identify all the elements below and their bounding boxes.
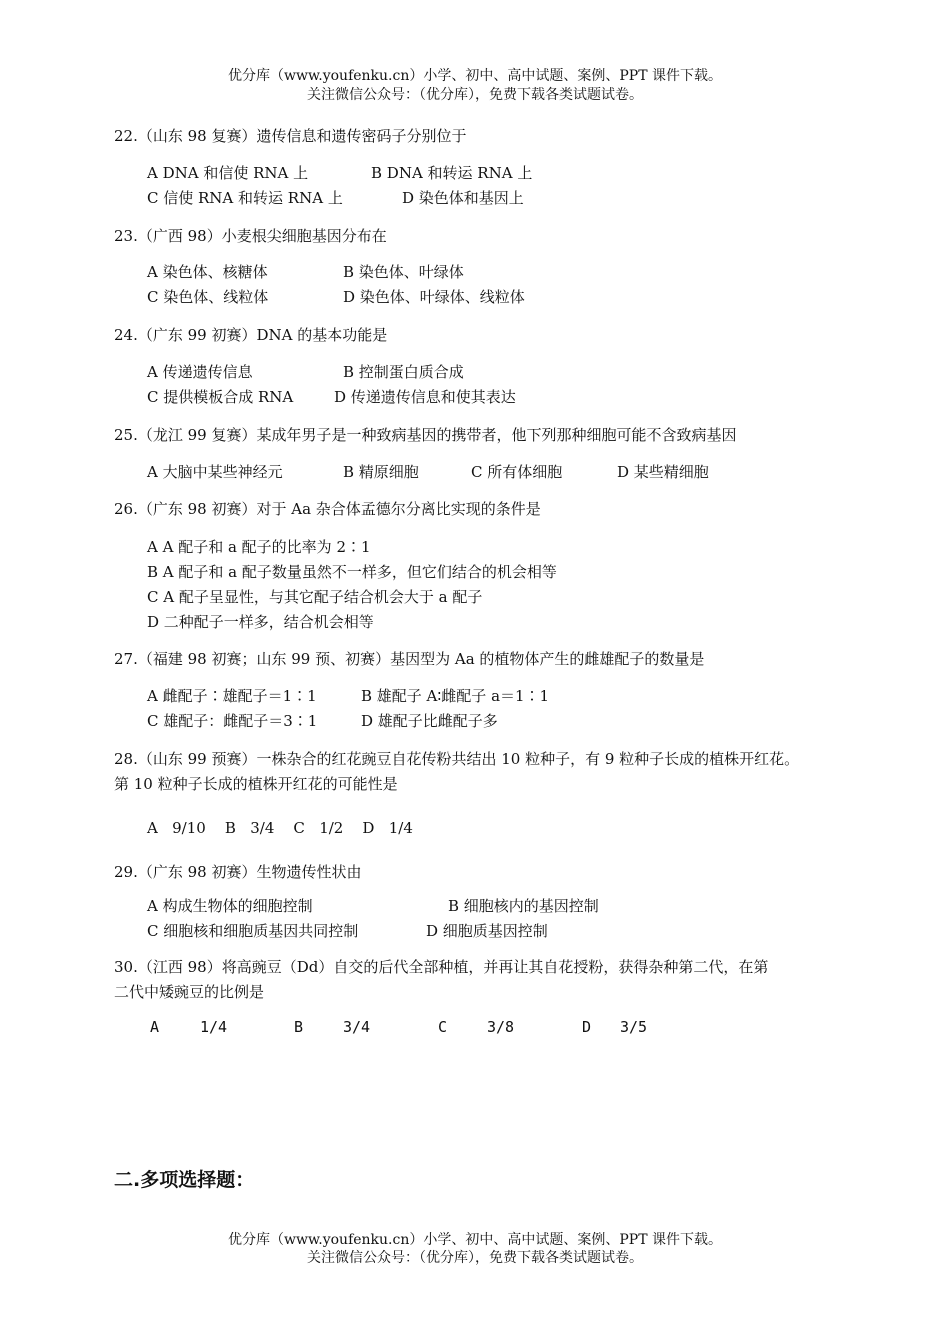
question-27-option-c: C 雄配子：雌配子＝3∶1: [147, 712, 318, 730]
question-26-option-d: D 二种配子一样多，结合机会相等: [147, 613, 374, 631]
question-22-option-d: D 染色体和基因上: [402, 189, 524, 207]
question-30-option-b-letter: B: [294, 1018, 304, 1036]
question-29-option-d: D 细胞质基因控制: [426, 922, 548, 940]
section-title-multiple-choice: 二.多项选择题：: [114, 1169, 255, 1191]
question-24-stem: 24.（广东 99 初赛）DNA 的基本功能是: [114, 326, 388, 344]
question-24-option-c: C 提供模板合成 RNA: [147, 388, 294, 406]
question-27-stem: 27.（福建 98 初赛；山东 99 预、初赛）基因型为 Aa 的植物体产生的雌雄配子的数量是: [114, 650, 705, 668]
question-30-option-a-value: 1/4: [200, 1018, 228, 1036]
question-22-stem: 22.（山东 98 复赛）遗传信息和遗传密码子分别位于: [114, 127, 467, 145]
question-25-option-a: A 大脑中某些神经元: [147, 463, 283, 481]
question-26-option-c: C A 配子呈显性，与其它配子结合机会大于 a 配子: [147, 588, 483, 606]
question-30-stem-continued: 二代中矮豌豆的比例是: [114, 983, 265, 1001]
question-29-option-c: C 细胞核和细胞质基因共同控制: [147, 922, 359, 940]
question-25-option-c: C 所有体细胞: [471, 463, 563, 481]
question-30-option-d-letter: D: [582, 1018, 592, 1036]
question-30-option-b-value: 3/4: [343, 1018, 371, 1036]
question-30-option-c-value: 3/8: [487, 1018, 515, 1036]
question-23-stem: 23.（广西 98）小麦根尖细胞基因分布在: [114, 227, 387, 245]
question-24-option-b: B 控制蛋白质合成: [343, 363, 464, 381]
question-27-option-a: A 雌配子∶雄配子＝1∶1: [147, 687, 317, 705]
question-28-options: A 9/10 B 3/4 C 1/2 D 1/4: [147, 819, 413, 837]
question-24-option-d: D 传递遗传信息和使其表达: [334, 388, 516, 406]
question-30-stem: 30.（江西 98）将高豌豆（Dd）自交的后代全部种植，并再让其自花授粉，获得杂种第二代，在第: [114, 958, 769, 976]
question-28-stem: 28.（山东 99 预赛）一株杂合的红花豌豆自花传粉共结出 10 粒种子，有 9 粒种子长成的植株开红花。: [114, 750, 800, 768]
header-line-1: 优分库（www.youfenku.cn）小学、初中、高中试题、案例、PPT 课件下载。: [227, 68, 722, 84]
question-26-option-a: A A 配子和 a 配子的比率为 2∶1: [147, 538, 371, 556]
question-27-option-b: B 雄配子 A∶雌配子 a＝1∶1: [361, 687, 550, 705]
question-28-stem-continued: 第 10 粒种子长成的植株开红花的可能性是: [114, 775, 398, 793]
question-29-option-a: A 构成生物体的细胞控制: [147, 897, 313, 915]
question-26-option-b: B A 配子和 a 配子数量虽然不一样多，但它们结合的机会相等: [147, 563, 557, 581]
header-line-2: 关注微信公众号：（优分库），免费下载各类试题试卷。: [307, 87, 643, 103]
question-29-stem: 29.（广东 98 初赛）生物遗传性状由: [114, 863, 362, 881]
question-26-stem: 26.（广东 98 初赛）对于 Aa 杂合体孟德尔分离比实现的条件是: [114, 500, 541, 518]
question-25-option-b: B 精原细胞: [343, 463, 419, 481]
question-29-option-b: B 细胞核内的基因控制: [448, 897, 599, 915]
question-25-option-d: D 某些精细胞: [617, 463, 709, 481]
footer-line-1: 优分库（www.youfenku.cn）小学、初中、高中试题、案例、PPT 课件下载。: [227, 1232, 722, 1248]
question-23-option-c: C 染色体、线粒体: [147, 288, 269, 306]
question-22-option-b: B DNA 和转运 RNA 上: [371, 164, 533, 182]
question-25-stem: 25.（龙江 99 复赛）某成年男子是一种致病基因的携带者，他下列那种细胞可能不含致病基因: [114, 426, 737, 444]
question-27-option-d: D 雄配子比雌配子多: [361, 712, 498, 730]
question-30-option-c-letter: C: [438, 1018, 448, 1036]
question-22-option-a: A DNA 和信使 RNA 上: [147, 164, 309, 182]
footer-line-2: 关注微信公众号：（优分库），免费下载各类试题试卷。: [307, 1250, 643, 1266]
question-24-option-a: A 传递遗传信息: [147, 363, 253, 381]
question-23-option-d: D 染色体、叶绿体、线粒体: [343, 288, 525, 306]
question-22-option-c: C 信使 RNA 和转运 RNA 上: [147, 189, 343, 207]
question-23-option-b: B 染色体、叶绿体: [343, 263, 464, 281]
question-23-option-a: A 染色体、核糖体: [147, 263, 268, 281]
question-30-option-a-letter: A: [150, 1018, 160, 1036]
question-30-option-d-value: 3/5: [620, 1018, 648, 1036]
